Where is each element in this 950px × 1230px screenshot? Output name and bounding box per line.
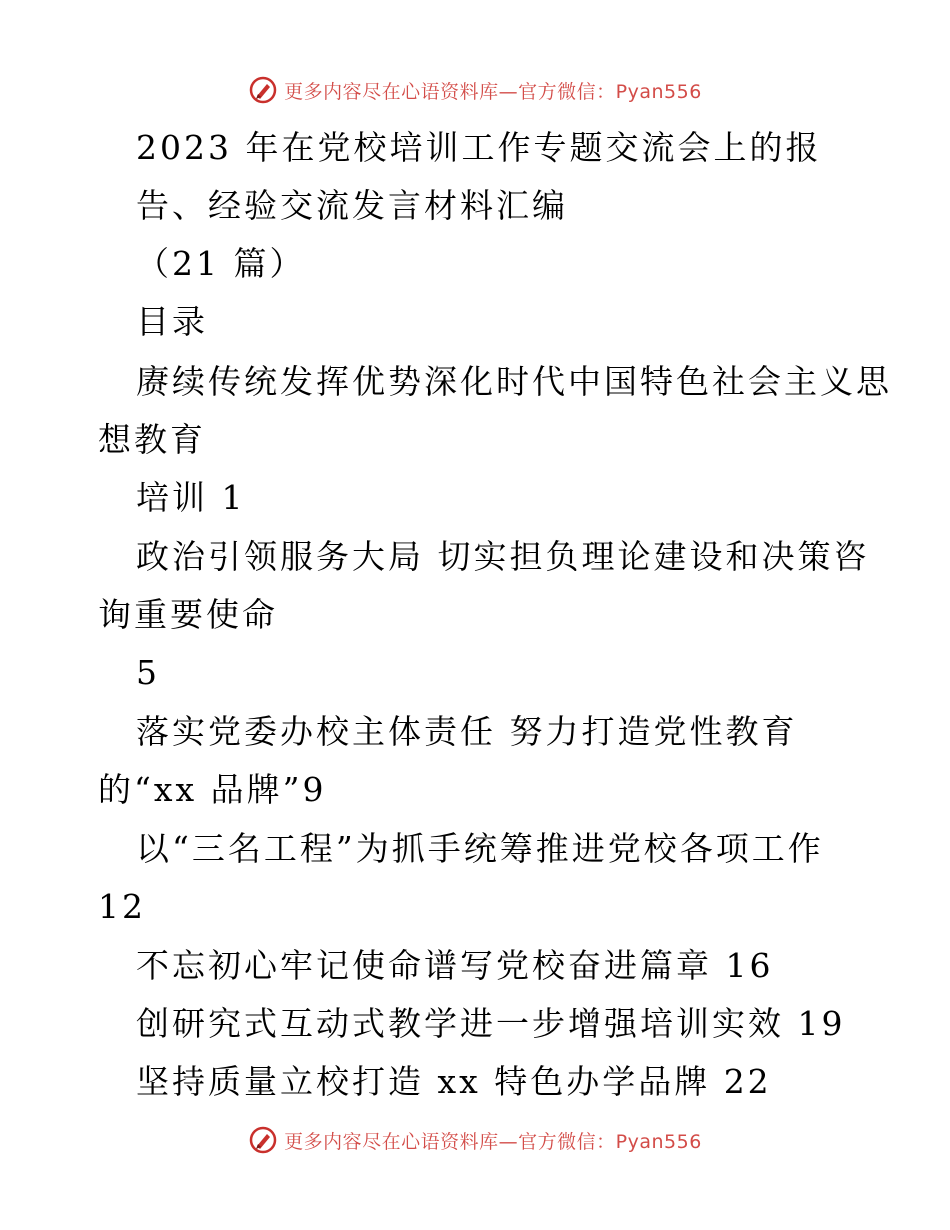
toc-entry-5: 不忘初心牢记使命谱写党校奋进篇章 16 <box>136 946 774 985</box>
toc-entry-2-line-1: 政治引领服务大局 切实担负理论建设和决策咨 <box>136 537 870 576</box>
toc-entry-6: 创研究式互动式教学进一步增强培训实效 19 <box>136 1004 846 1043</box>
footer-watermark <box>0 1120 950 1160</box>
toc-entry-2-line-2: 询重要使命 <box>98 595 278 634</box>
toc-entry-1-line-2: 想教育 <box>98 420 206 459</box>
toc-entry-7: 坚持质量立校打造 xx 特色办学品牌 22 <box>136 1062 772 1101</box>
watermark-text: 更多内容尽在心语资料库—官方微信：Pyan556 <box>284 80 702 103</box>
toc-entry-1-line-1: 赓续传统发挥优势深化时代中国特色社会主义思 <box>136 362 892 401</box>
header-watermark <box>0 70 950 110</box>
toc-entry-3-line-2: 的“xx 品牌”9 <box>98 770 327 809</box>
toc-entry-3-line-1: 落实党委办校主体责任 努力打造党性教育 <box>136 712 798 751</box>
toc-entry-1-line-3: 培训 1 <box>136 478 246 517</box>
document-title-line-2: 告、经验交流发言材料汇编 <box>136 186 568 225</box>
toc-entry-4-line-2: 12 <box>98 887 146 926</box>
toc-entry-2-line-3: 5 <box>136 653 160 692</box>
pen-logo-icon <box>248 1125 278 1155</box>
toc-heading: 目录 <box>136 302 208 341</box>
document-title-line-3: （21 篇） <box>136 244 306 283</box>
watermark-text: 更多内容尽在心语资料库—官方微信：Pyan556 <box>284 1130 702 1153</box>
document-title-line-1: 2023 年在党校培训工作专题交流会上的报 <box>136 128 822 167</box>
pen-logo-icon <box>248 75 278 105</box>
toc-entry-4-line-1: 以“三名工程”为抓手统筹推进党校各项工作 <box>136 829 824 868</box>
